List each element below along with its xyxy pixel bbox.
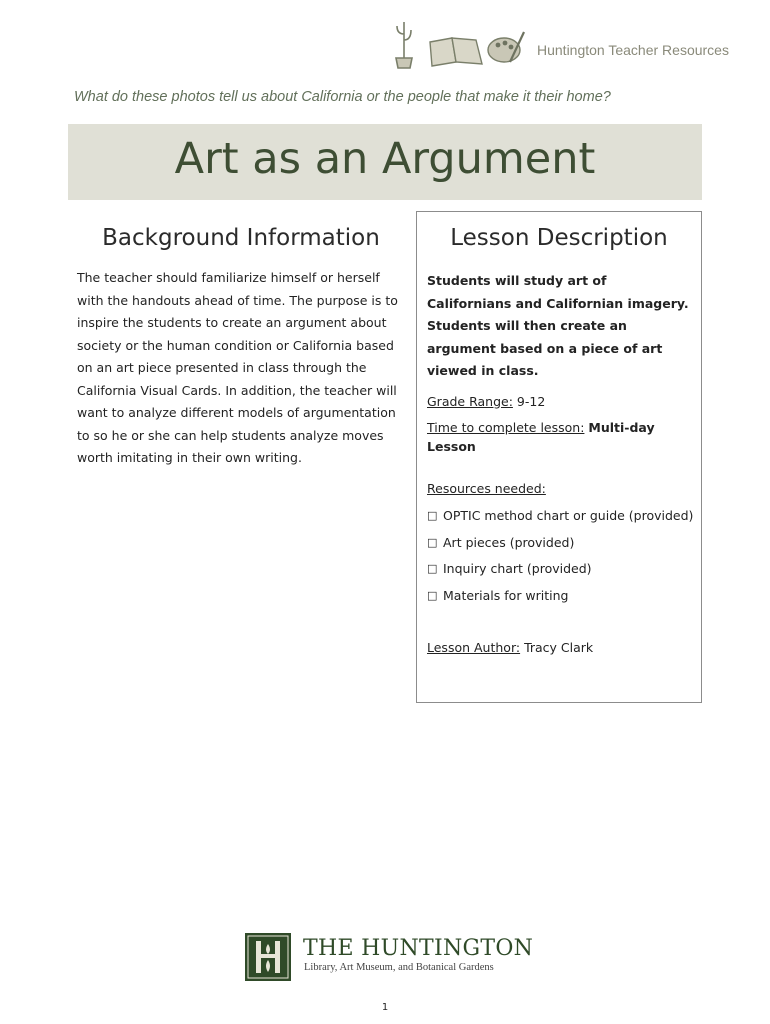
page-title: Art as an Argument bbox=[174, 134, 596, 184]
lesson-description: Students will study art of Californians and Californian imagery. Students will then create an argument based on a piece of art viewed in class. bbox=[427, 273, 689, 378]
resource-text: OPTIC method chart or guide (provided) bbox=[443, 508, 694, 523]
resource-item bbox=[427, 507, 695, 526]
resource-item bbox=[427, 560, 695, 579]
bullet-icon: □ bbox=[427, 562, 438, 575]
brand-name: Huntington Teacher Resources bbox=[537, 42, 729, 58]
time-label: Time to complete lesson: bbox=[427, 420, 585, 435]
footer-subtitle: Library, Art Museum, and Botanical Gardens bbox=[304, 962, 494, 973]
author-label: Lesson Author: bbox=[427, 640, 521, 655]
resource-text: Inquiry chart (provided) bbox=[443, 561, 592, 576]
grade-label: Grade Range: bbox=[427, 393, 513, 409]
open-book-icon bbox=[430, 38, 482, 66]
palette-icon bbox=[488, 32, 524, 62]
cactus-icon bbox=[396, 22, 412, 68]
huntington-logo-icon bbox=[244, 932, 292, 982]
lesson-description-box bbox=[416, 211, 702, 703]
lesson-content bbox=[427, 270, 695, 657]
resource-text: Art pieces (provided) bbox=[443, 534, 575, 550]
header-logos bbox=[392, 14, 532, 72]
time-value: Multi-day Lesson bbox=[427, 420, 655, 454]
tagline: What do these photos tell us about California or the people that make it their home? bbox=[74, 89, 611, 105]
resources-label: Resources needed: bbox=[427, 481, 546, 496]
lesson-heading: Lesson Description bbox=[450, 225, 668, 251]
bullet-icon: □ bbox=[427, 509, 438, 522]
bullet-icon: □ bbox=[427, 535, 438, 549]
footer-name: THE HUNTINGTON bbox=[303, 936, 534, 961]
grade-value: 9-12 bbox=[516, 393, 546, 409]
time-to-complete bbox=[427, 419, 695, 456]
resource-item bbox=[427, 587, 695, 606]
resource-text: Materials for writing bbox=[443, 587, 569, 603]
title-band bbox=[68, 124, 702, 200]
lesson-author bbox=[427, 639, 695, 657]
page-number: 1 bbox=[381, 1002, 389, 1013]
bullet-icon: □ bbox=[427, 588, 438, 602]
background-body: The teacher should familiarize himself or herself with the handouts ahead of time. The purpose is to inspire the students to create an argument about society or the human condition or California based on an art piece presented in class through the California Visual Cards. In addition, the teacher will want to analyze different models of argumentation to so he or she can help students analyze moves worth imitating in their own writing. bbox=[77, 270, 398, 465]
background-heading: Background Information bbox=[102, 225, 380, 251]
resource-item bbox=[427, 534, 695, 553]
author-value: Tracy Clark bbox=[524, 640, 594, 655]
grade-range bbox=[427, 393, 695, 412]
